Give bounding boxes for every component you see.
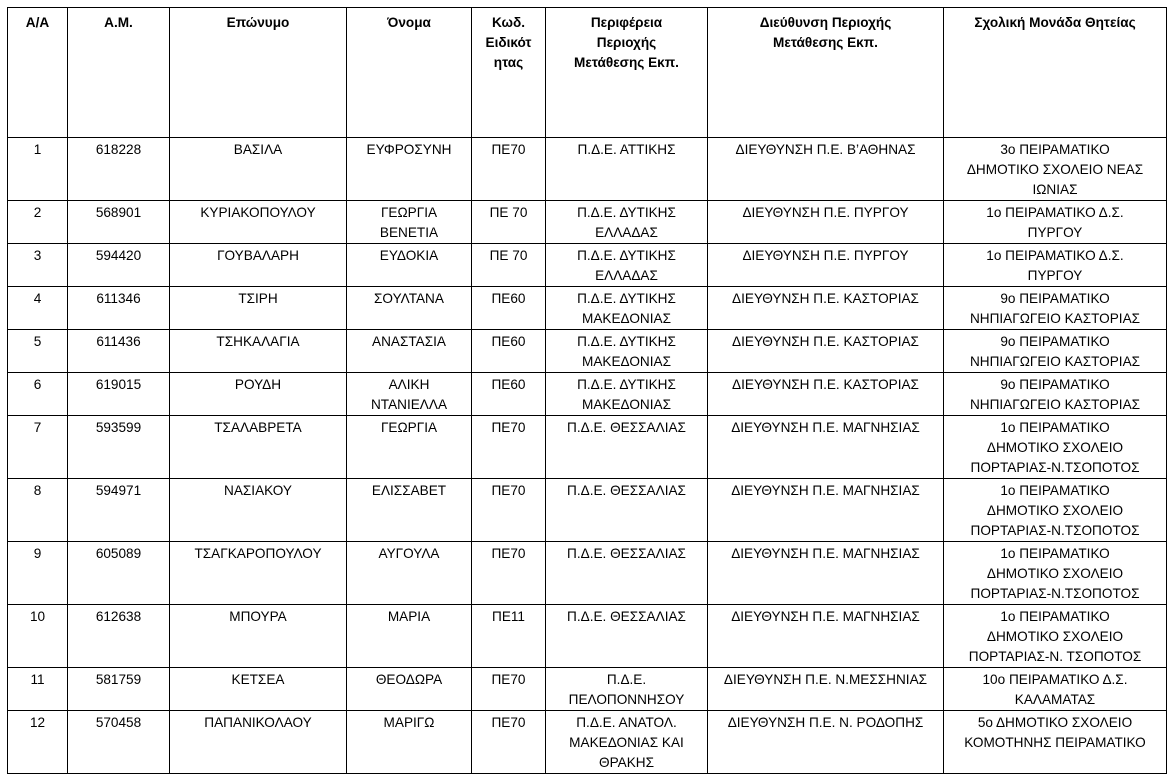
cell-am: 570458 xyxy=(68,711,170,774)
cell-directorate: ΔΙΕΥΘΥΝΣΗ Π.Ε. Β’ΑΘΗΝΑΣ xyxy=(708,138,944,201)
cell-region: Π.Δ.Ε. ΘΕΣΣΑΛΙΑΣ xyxy=(546,416,708,479)
cell-region: Π.Δ.Ε. ΠΕΛΟΠΟΝΝΗΣΟΥ xyxy=(546,668,708,711)
cell-surname: ΜΠΟΥΡΑ xyxy=(170,605,347,668)
cell-aa: 11 xyxy=(8,668,68,711)
cell-region: Π.Δ.Ε. ΔΥΤΙΚΗΣ ΕΛΛΑΔΑΣ xyxy=(546,201,708,244)
cell-aa: 12 xyxy=(8,711,68,774)
cell-directorate: ΔΙΕΥΘΥΝΣΗ Π.Ε. ΜΑΓΝΗΣΙΑΣ xyxy=(708,542,944,605)
cell-am: 568901 xyxy=(68,201,170,244)
header-surname: Επώνυμο xyxy=(170,8,347,138)
cell-aa: 3 xyxy=(8,244,68,287)
cell-aa: 5 xyxy=(8,330,68,373)
table-row xyxy=(8,287,1167,330)
cell-specialty-code: ΠΕ60 xyxy=(472,330,546,373)
cell-am: 594420 xyxy=(68,244,170,287)
table-row xyxy=(8,479,1167,542)
cell-school: 1ο ΠΕΙΡΑΜΑΤΙΚΟ ΔΗΜΟΤΙΚΟ ΣΧΟΛΕΙΟ ΠΟΡΤΑΡΙΑΣ-Ν. ΤΣΟΠΟΤΟΣ xyxy=(944,605,1167,668)
cell-specialty-code: ΠΕ70 xyxy=(472,138,546,201)
cell-directorate: ΔΙΕΥΘΥΝΣΗ Π.Ε. ΠΥΡΓΟΥ xyxy=(708,244,944,287)
teacher-placement-table xyxy=(7,7,1167,774)
table-row xyxy=(8,668,1167,711)
cell-name: ΓΕΩΡΓΙΑ xyxy=(347,416,472,479)
cell-school: 1ο ΠΕΙΡΑΜΑΤΙΚΟ ΔΗΜΟΤΙΚΟ ΣΧΟΛΕΙΟ ΠΟΡΤΑΡΙΑΣ-Ν.ΤΣΟΠΟΤΟΣ xyxy=(944,479,1167,542)
cell-am: 581759 xyxy=(68,668,170,711)
cell-aa: 10 xyxy=(8,605,68,668)
cell-specialty-code: ΠΕ70 xyxy=(472,479,546,542)
cell-surname: ΤΣΗΚΑΛΑΓΙΑ xyxy=(170,330,347,373)
cell-surname: ΒΑΣΙΛΑ xyxy=(170,138,347,201)
cell-directorate: ΔΙΕΥΘΥΝΣΗ Π.Ε. ΜΑΓΝΗΣΙΑΣ xyxy=(708,605,944,668)
cell-school: 1ο ΠΕΙΡΑΜΑΤΙΚΟ ΔΗΜΟΤΙΚΟ ΣΧΟΛΕΙΟ ΠΟΡΤΑΡΙΑΣ-Ν.ΤΣΟΠΟΤΟΣ xyxy=(944,416,1167,479)
cell-region: Π.Δ.Ε. ΑΤΤΙΚΗΣ xyxy=(546,138,708,201)
cell-name: ΣΟΥΛΤΑΝΑ xyxy=(347,287,472,330)
table-row xyxy=(8,138,1167,201)
table-row xyxy=(8,542,1167,605)
cell-name: ΜΑΡΙΑ xyxy=(347,605,472,668)
cell-am: 619015 xyxy=(68,373,170,416)
cell-specialty-code: ΠΕ11 xyxy=(472,605,546,668)
cell-specialty-code: ΠΕ60 xyxy=(472,287,546,330)
cell-school: 9ο ΠΕΙΡΑΜΑΤΙΚΟ ΝΗΠΙΑΓΩΓΕΙΟ ΚΑΣΤΟΡΙΑΣ xyxy=(944,330,1167,373)
cell-school: 1ο ΠΕΙΡΑΜΑΤΙΚΟ Δ.Σ. ΠΥΡΓΟΥ xyxy=(944,201,1167,244)
cell-surname: ΓΟΥΒΑΛΑΡΗ xyxy=(170,244,347,287)
cell-directorate: ΔΙΕΥΘΥΝΣΗ Π.Ε. ΠΥΡΓΟΥ xyxy=(708,201,944,244)
table-row xyxy=(8,373,1167,416)
cell-specialty-code: ΠΕ70 xyxy=(472,668,546,711)
cell-aa: 1 xyxy=(8,138,68,201)
cell-region: Π.Δ.Ε. ΘΕΣΣΑΛΙΑΣ xyxy=(546,542,708,605)
cell-name: ΕΥΦΡΟΣΥΝΗ xyxy=(347,138,472,201)
cell-school: 1ο ΠΕΙΡΑΜΑΤΙΚΟ Δ.Σ. ΠΥΡΓΟΥ xyxy=(944,244,1167,287)
cell-specialty-code: ΠΕ60 xyxy=(472,373,546,416)
cell-surname: ΤΣΙΡΗ xyxy=(170,287,347,330)
header-aa: Α/Α xyxy=(8,8,68,138)
cell-school: 3ο ΠΕΙΡΑΜΑΤΙΚΟ ΔΗΜΟΤΙΚΟ ΣΧΟΛΕΙΟ ΝΕΑΣ ΙΩΝΙΑΣ xyxy=(944,138,1167,201)
table-row xyxy=(8,605,1167,668)
cell-region: Π.Δ.Ε. ΑΝΑΤΟΛ. ΜΑΚΕΔΟΝΙΑΣ ΚΑΙ ΘΡΑΚΗΣ xyxy=(546,711,708,774)
cell-surname: ΤΣΑΛΑΒΡΕΤΑ xyxy=(170,416,347,479)
cell-region: Π.Δ.Ε. ΔΥΤΙΚΗΣ ΕΛΛΑΔΑΣ xyxy=(546,244,708,287)
header-specialty-code: Κωδ. Ειδικότ ητας xyxy=(472,8,546,138)
cell-directorate: ΔΙΕΥΘΥΝΣΗ Π.Ε. ΚΑΣΤΟΡΙΑΣ xyxy=(708,287,944,330)
cell-name: ΑΝΑΣΤΑΣΙΑ xyxy=(347,330,472,373)
cell-name: ΑΥΓΟΥΛΑ xyxy=(347,542,472,605)
table-row xyxy=(8,711,1167,774)
cell-surname: ΝΑΣΙΑΚΟΥ xyxy=(170,479,347,542)
cell-am: 611346 xyxy=(68,287,170,330)
cell-surname: ΚΕΤΣΕΑ xyxy=(170,668,347,711)
cell-specialty-code: ΠΕ 70 xyxy=(472,244,546,287)
cell-name: ΕΛΙΣΣΑΒΕΤ xyxy=(347,479,472,542)
cell-am: 612638 xyxy=(68,605,170,668)
header-row xyxy=(8,8,1167,138)
cell-region: Π.Δ.Ε. ΔΥΤΙΚΗΣ ΜΑΚΕΔΟΝΙΑΣ xyxy=(546,330,708,373)
cell-specialty-code: ΠΕ70 xyxy=(472,542,546,605)
cell-school: 10ο ΠΕΙΡΑΜΑΤΙΚΟ Δ.Σ. ΚΑΛΑΜΑΤΑΣ xyxy=(944,668,1167,711)
cell-region: Π.Δ.Ε. ΘΕΣΣΑΛΙΑΣ xyxy=(546,605,708,668)
table-row xyxy=(8,330,1167,373)
cell-name: ΜΑΡΙΓΩ xyxy=(347,711,472,774)
cell-name: ΓΕΩΡΓΙΑ ΒΕΝΕΤΙΑ xyxy=(347,201,472,244)
cell-directorate: ΔΙΕΥΘΥΝΣΗ Π.Ε. ΜΑΓΝΗΣΙΑΣ xyxy=(708,479,944,542)
cell-school: 9ο ΠΕΙΡΑΜΑΤΙΚΟ ΝΗΠΙΑΓΩΓΕΙΟ ΚΑΣΤΟΡΙΑΣ xyxy=(944,287,1167,330)
cell-surname: ΡΟΥΔΗ xyxy=(170,373,347,416)
cell-specialty-code: ΠΕ70 xyxy=(472,711,546,774)
cell-region: Π.Δ.Ε. ΘΕΣΣΑΛΙΑΣ xyxy=(546,479,708,542)
cell-surname: ΚΥΡΙΑΚΟΠΟΥΛΟΥ xyxy=(170,201,347,244)
cell-directorate: ΔΙΕΥΘΥΝΣΗ Π.Ε. ΜΑΓΝΗΣΙΑΣ xyxy=(708,416,944,479)
cell-aa: 6 xyxy=(8,373,68,416)
cell-surname: ΤΣΑΓΚΑΡΟΠΟΥΛΟΥ xyxy=(170,542,347,605)
cell-name: ΘΕΟΔΩΡΑ xyxy=(347,668,472,711)
cell-specialty-code: ΠΕ 70 xyxy=(472,201,546,244)
cell-am: 618228 xyxy=(68,138,170,201)
cell-school: 9ο ΠΕΙΡΑΜΑΤΙΚΟ ΝΗΠΙΑΓΩΓΕΙΟ ΚΑΣΤΟΡΙΑΣ xyxy=(944,373,1167,416)
header-name: Όνομα xyxy=(347,8,472,138)
cell-aa: 8 xyxy=(8,479,68,542)
header-directorate: Διεύθυνση Περιοχής Μετάθεσης Εκπ. xyxy=(708,8,944,138)
cell-aa: 2 xyxy=(8,201,68,244)
cell-school: 5ο ΔΗΜΟΤΙΚΟ ΣΧΟΛΕΙΟ ΚΟΜΟΤΗΝΗΣ ΠΕΙΡΑΜΑΤΙΚΟ xyxy=(944,711,1167,774)
cell-name: ΕΥΔΟΚΙΑ xyxy=(347,244,472,287)
cell-am: 593599 xyxy=(68,416,170,479)
header-am: Α.Μ. xyxy=(68,8,170,138)
cell-directorate: ΔΙΕΥΘΥΝΣΗ Π.Ε. Ν. ΡΟΔΟΠΗΣ xyxy=(708,711,944,774)
cell-directorate: ΔΙΕΥΘΥΝΣΗ Π.Ε. ΚΑΣΤΟΡΙΑΣ xyxy=(708,373,944,416)
cell-aa: 9 xyxy=(8,542,68,605)
header-region: Περιφέρεια Περιοχής Μετάθεσης Εκπ. xyxy=(546,8,708,138)
cell-region: Π.Δ.Ε. ΔΥΤΙΚΗΣ ΜΑΚΕΔΟΝΙΑΣ xyxy=(546,373,708,416)
cell-aa: 7 xyxy=(8,416,68,479)
cell-specialty-code: ΠΕ70 xyxy=(472,416,546,479)
cell-region: Π.Δ.Ε. ΔΥΤΙΚΗΣ ΜΑΚΕΔΟΝΙΑΣ xyxy=(546,287,708,330)
cell-surname: ΠΑΠΑΝΙΚΟΛΑΟΥ xyxy=(170,711,347,774)
cell-directorate: ΔΙΕΥΘΥΝΣΗ Π.Ε. Ν.ΜΕΣΣΗΝΙΑΣ xyxy=(708,668,944,711)
cell-aa: 4 xyxy=(8,287,68,330)
cell-name: ΑΛΙΚΗ ΝΤΑΝΙΕΛΛΑ xyxy=(347,373,472,416)
table-row xyxy=(8,201,1167,244)
header-school: Σχολική Μονάδα Θητείας xyxy=(944,8,1167,138)
table-row xyxy=(8,416,1167,479)
cell-directorate: ΔΙΕΥΘΥΝΣΗ Π.Ε. ΚΑΣΤΟΡΙΑΣ xyxy=(708,330,944,373)
table-row xyxy=(8,244,1167,287)
cell-am: 611436 xyxy=(68,330,170,373)
cell-am: 594971 xyxy=(68,479,170,542)
cell-am: 605089 xyxy=(68,542,170,605)
cell-school: 1ο ΠΕΙΡΑΜΑΤΙΚΟ ΔΗΜΟΤΙΚΟ ΣΧΟΛΕΙΟ ΠΟΡΤΑΡΙΑΣ-Ν.ΤΣΟΠΟΤΟΣ xyxy=(944,542,1167,605)
